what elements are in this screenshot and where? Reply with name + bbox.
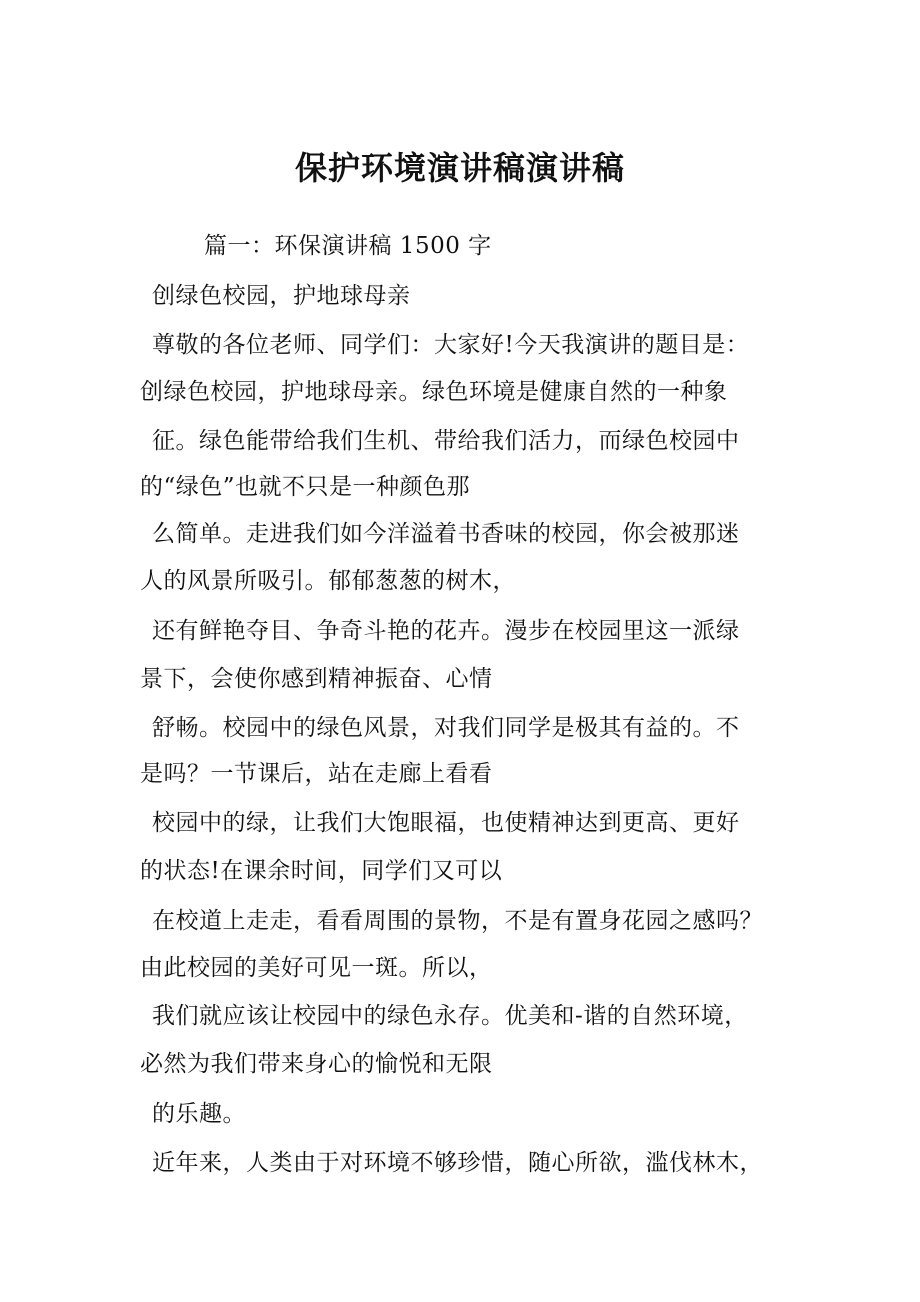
paragraph-line: 舒畅。校园中的绿色风景，对我们同学是极其有益的。不 bbox=[152, 715, 740, 741]
paragraph-line: 么简单。走进我们如今洋溢着书香味的校园，你会被那迷 bbox=[152, 521, 740, 547]
speech-subtitle: 创绿色校园，护地球母亲 bbox=[152, 283, 411, 309]
paragraph-line: 的“绿色”也就不只是一种颜色那 bbox=[140, 474, 471, 500]
paragraph-line: 的乐趣。 bbox=[152, 1101, 246, 1127]
paragraph-line: 的状态!在课余时间，同学们又可以 bbox=[140, 858, 503, 884]
paragraph-line: 是吗？一节课后，站在走廊上看看 bbox=[140, 761, 493, 787]
paragraph-line: 尊敬的各位老师、同学们：大家好!今天我演讲的题目是： bbox=[152, 332, 750, 358]
section-heading: 篇一：环保演讲稿 1500 字 bbox=[204, 233, 492, 259]
paragraph-line: 校园中的绿，让我们大饱眼福，也使精神达到更高、更好 bbox=[152, 810, 740, 836]
paragraph-line: 我们就应该让校园中的绿色永存。优美和-谐的自然环境， bbox=[152, 1003, 748, 1029]
paragraph-line: 创绿色校园，护地球母亲。绿色环境是健康自然的一种象 bbox=[140, 379, 728, 405]
paragraph-line: 近年来，人类由于对环境不够珍惜，随心所欲，滥伐林木， bbox=[152, 1150, 763, 1176]
document-title: 保护环境演讲稿演讲稿 bbox=[294, 149, 625, 187]
paragraph-line: 人的风景所吸引。郁郁葱葱的树木， bbox=[140, 568, 516, 594]
paragraph-line: 景下，会使你感到精神振奋、心情 bbox=[140, 666, 493, 692]
paragraph-line: 征。绿色能带给我们生机、带给我们活力，而绿色校园中 bbox=[152, 428, 740, 454]
paragraph-line: 由此校园的美好可见一斑。所以， bbox=[140, 955, 493, 981]
paragraph-line: 在校道上走走，看看周围的景物，不是有置身花园之感吗？ bbox=[152, 908, 763, 934]
paragraph-line: 还有鲜艳夺目、争奇斗艳的花卉。漫步在校园里这一派绿 bbox=[152, 618, 740, 644]
paragraph-line: 必然为我们带来身心的愉悦和无限 bbox=[140, 1051, 493, 1077]
